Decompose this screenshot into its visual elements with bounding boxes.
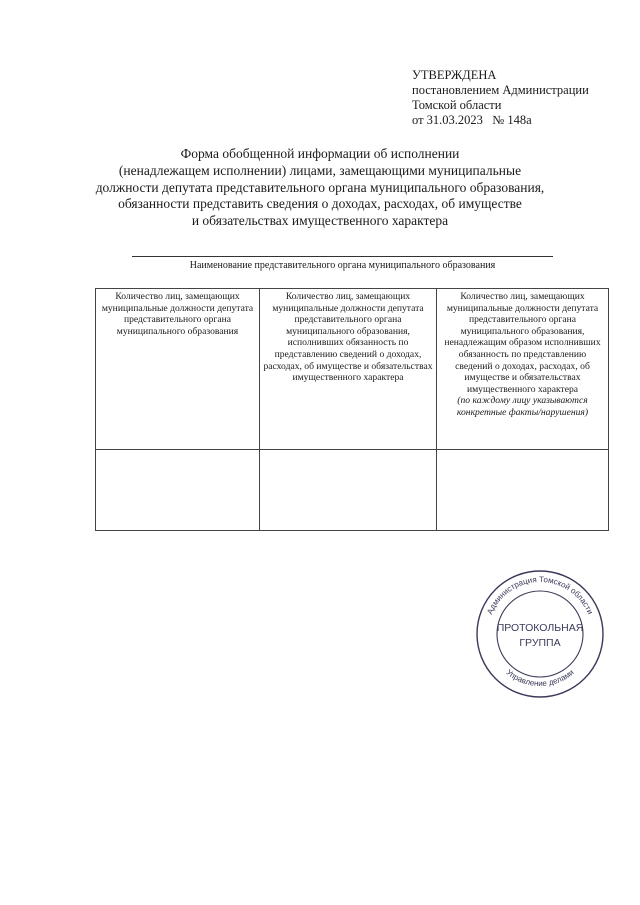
approval-line: постановлением Администрации — [412, 83, 589, 97]
stamp-bottom-text: Управление делами — [504, 667, 576, 689]
table-cell[interactable] — [260, 450, 437, 531]
org-name-fill-line — [132, 256, 553, 257]
approval-date-number: от 31.03.2023 № 148а — [412, 113, 532, 127]
table-row — [96, 450, 609, 531]
info-table — [95, 288, 609, 531]
table-header-row — [96, 289, 609, 450]
title-line: (ненадлежащем исполнении) лицами, замещающими муниципальные — [118, 162, 522, 178]
document-title — [80, 146, 560, 230]
header-note-col3: (по каждому лицу указываются конкретные факты/нарушения) — [456, 395, 589, 418]
stamp-inner-line2: ГРУППА — [519, 637, 561, 649]
approval-line: Томской области — [412, 98, 502, 112]
title-line: и обязательствах имущественного характера — [191, 213, 449, 229]
stamp-ring-text: Администрация Томской области — [485, 574, 595, 616]
title-line: должности депутата представительного органа муниципального образования, — [95, 179, 545, 195]
title-line: обязанности представить сведения о доходах, расходах, об имуществе — [118, 196, 522, 212]
header-text-col3: Количество лиц, замещающих муниципальные должности депутата представительного органа муниципального образования, ненадлежащим образом исполнивших обязанность по представлению сведений о доходах, расходах, об имуществе и обязательствах имущественного характера — [444, 291, 601, 395]
approval-block — [412, 68, 589, 128]
org-name-caption: Наименование представительного органа муниципального образования — [189, 260, 496, 271]
table-cell[interactable] — [437, 450, 609, 531]
stamp-outer-ring — [477, 571, 603, 697]
table-header-cell — [96, 289, 260, 450]
official-stamp — [474, 568, 606, 700]
header-text-col1: Количество лиц, замещающих муниципальные должности депутата представительного органа муниципального образования — [101, 291, 254, 337]
approval-heading: УТВЕРЖДЕНА — [412, 68, 497, 82]
table-header-cell — [260, 289, 437, 450]
stamp-inner-ring — [497, 591, 583, 677]
table-header-cell — [437, 289, 609, 450]
title-line: Форма обобщенной информации об исполнении — [180, 146, 460, 161]
stamp-inner-line1: ПРОТОКОЛЬНАЯ — [496, 622, 584, 634]
table-cell[interactable] — [96, 450, 260, 531]
header-text-col2: Количество лиц, замещающих муниципальные должности депутата представительного органа муниципального образования, исполнивших обязанность по представлению сведений о доходах, расходах, об имуществе и обязательствах имущественного характера — [263, 291, 433, 384]
